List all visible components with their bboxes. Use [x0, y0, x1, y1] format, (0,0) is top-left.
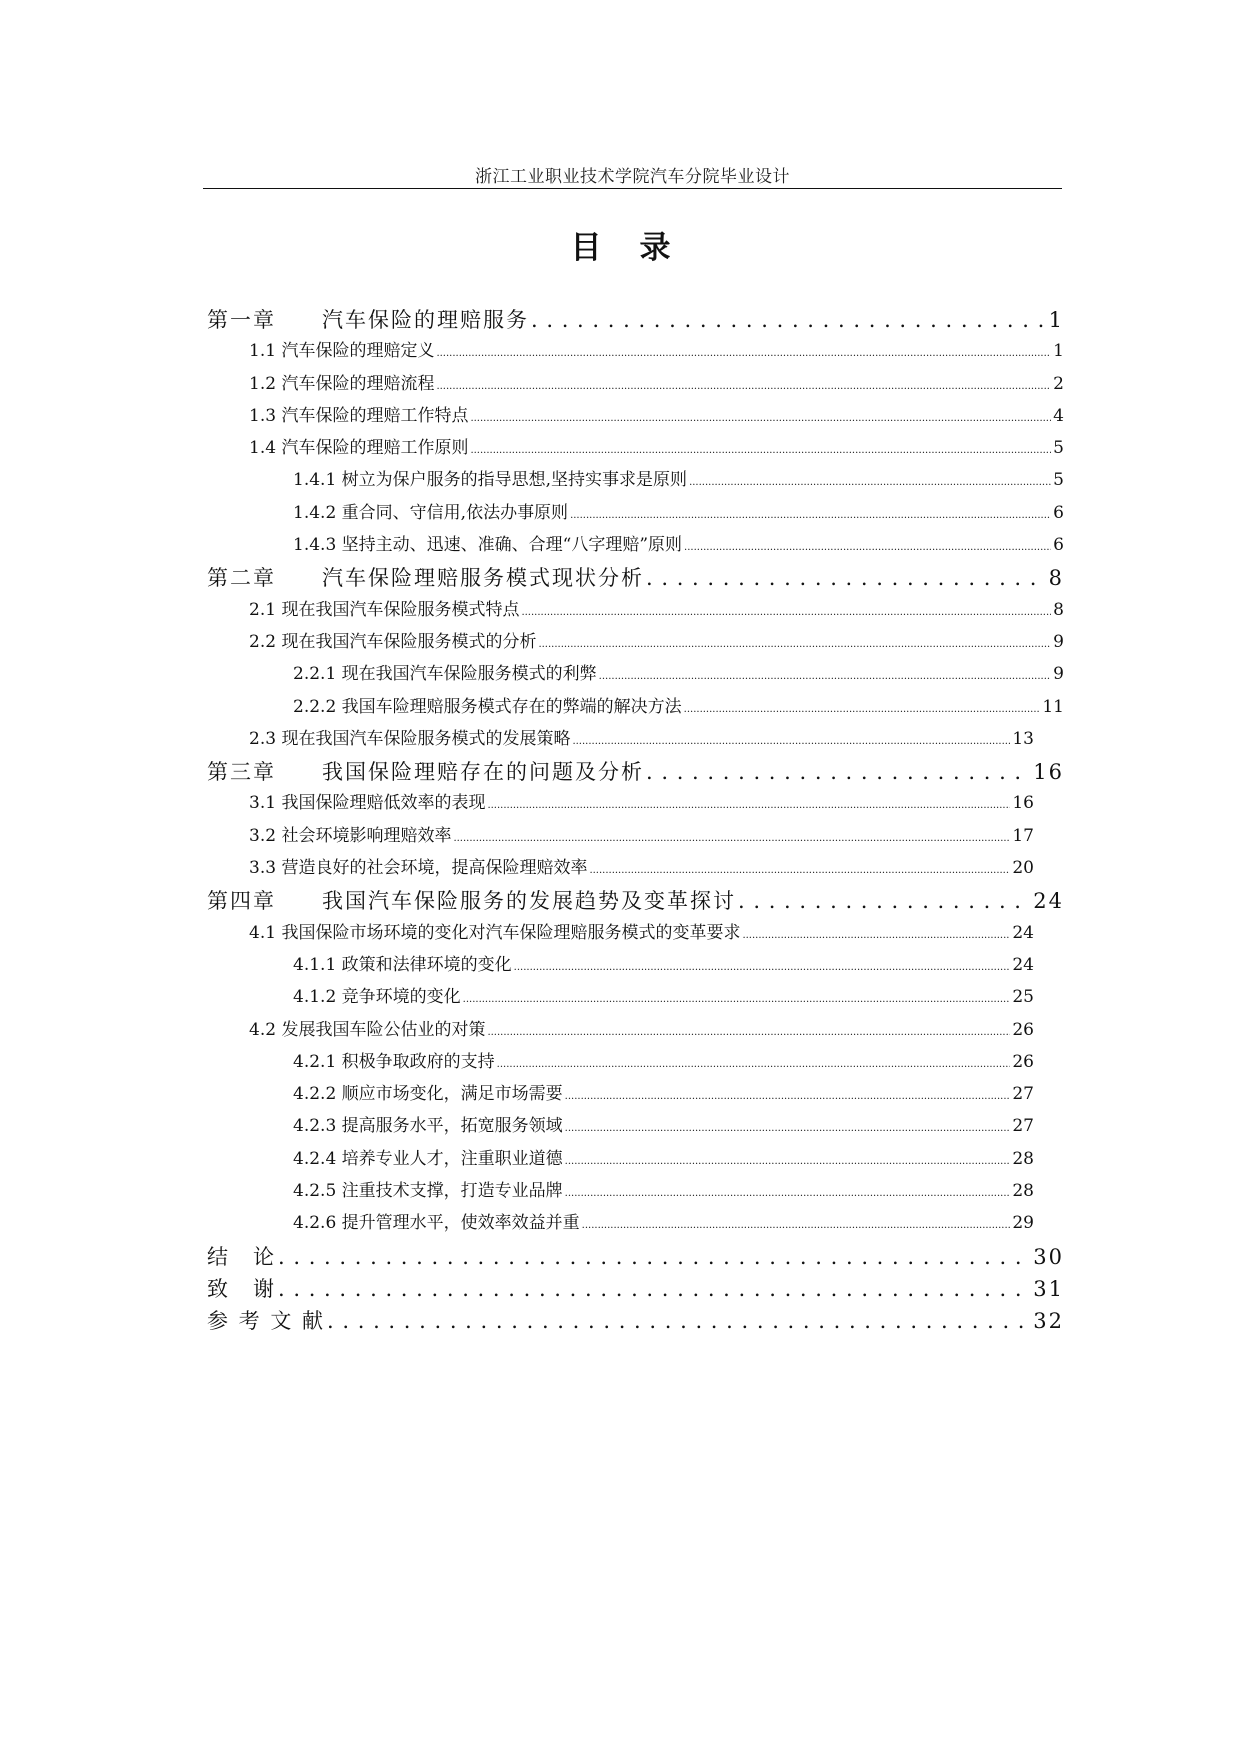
- toc-entry-label: 4.2.2 顺应市场变化，满足市场需要: [293, 1084, 563, 1105]
- toc-page-number: 28: [1012, 1148, 1034, 1169]
- toc-entry-label: 第二章 汽车保险理赔服务模式现状分析: [207, 566, 644, 591]
- toc-entry-label: 1.4.3 坚持主动、迅速、准确、合理“八字理赔”原则: [293, 535, 683, 556]
- toc-entry-label: 4.2.3 提高服务水平，拓宽服务领域: [293, 1116, 563, 1137]
- toc-page-number: 30: [1033, 1244, 1064, 1269]
- toc-subsection-entry[interactable]: [207, 1111, 1064, 1143]
- toc-entry-label: 4.1.1 政策和法律环境的变化: [293, 954, 512, 975]
- toc-subsection-entry[interactable]: [207, 659, 1064, 691]
- toc-subsection-entry[interactable]: [207, 1144, 1064, 1176]
- toc-subsection-entry[interactable]: [207, 465, 1064, 497]
- toc-dot-leader: [487, 800, 1010, 811]
- toc-entry-label: 3.1 我国保险理赔低效率的表现: [249, 793, 486, 814]
- toc-page-number: 31: [1033, 1276, 1064, 1301]
- toc-dot-leader: [738, 889, 1031, 913]
- toc-entry-label: 1.3 汽车保险的理赔工作特点: [249, 405, 469, 426]
- toc-subsection-entry[interactable]: [207, 982, 1064, 1014]
- toc-subsection-entry[interactable]: [207, 950, 1064, 982]
- toc-subsection-entry[interactable]: [207, 1208, 1064, 1240]
- toc-entry-label: 4.1 我国保险市场环境的变化对汽车保险理赔服务模式的变革要求: [249, 922, 741, 943]
- toc-section-entry[interactable]: [207, 627, 1064, 659]
- toc-page-number: 5: [1053, 438, 1064, 459]
- toc-page-number: 9: [1053, 664, 1064, 685]
- toc-dot-leader: [565, 1123, 1011, 1134]
- toc-dot-leader: [436, 381, 1051, 392]
- toc-page-number: 16: [1012, 793, 1034, 814]
- toc-chapter-entry[interactable]: [207, 756, 1064, 788]
- toc-chapter-entry[interactable]: [207, 885, 1064, 917]
- toc-entry-label: 2.2.2 我国车险理赔服务模式存在的弊端的解决方法: [293, 696, 682, 717]
- toc-entry-label: 4.2 发展我国车险公估业的对策: [249, 1019, 486, 1040]
- toc-entry-label: 4.1.2 竞争环境的变化: [293, 987, 461, 1008]
- toc-chapter-entry[interactable]: [207, 304, 1064, 336]
- toc-entry-label: 参 考 文 献: [207, 1309, 326, 1334]
- toc-page-number: 16: [1033, 760, 1064, 785]
- toc-page-number: 8: [1053, 599, 1064, 620]
- toc-subsection-entry[interactable]: [207, 530, 1064, 562]
- toc-entry-label: 3.2 社会环境影响理赔效率: [249, 825, 452, 846]
- toc-page-number: 20: [1012, 858, 1034, 879]
- toc-page-number: 28: [1012, 1181, 1034, 1202]
- toc-entry-label: 1.4 汽车保险的理赔工作原则: [249, 438, 469, 459]
- toc-entry-label: 2.2.1 现在我国汽车保险服务模式的利弊: [293, 664, 597, 685]
- toc-section-entry[interactable]: [207, 918, 1064, 950]
- toc-section-entry[interactable]: [207, 1015, 1064, 1047]
- toc-dot-leader: [463, 994, 1011, 1005]
- toc-entry-label: 第四章 我国汽车保险服务的发展趋势及变革探讨: [207, 889, 736, 914]
- toc-entry-label: 1.2 汽车保险的理赔流程: [249, 373, 435, 394]
- toc-dot-leader: [453, 833, 1010, 844]
- toc-page-number: 5: [1053, 470, 1064, 491]
- toc-dot-leader: [684, 542, 1051, 553]
- toc-dot-leader: [487, 1027, 1010, 1038]
- toc-page-number: 13: [1012, 728, 1034, 749]
- running-header-title: 浙江工业职业技术学院汽车分院毕业设计: [475, 167, 790, 187]
- toc-entry-label: 结 论: [207, 1244, 276, 1269]
- toc-page-number: 24: [1012, 922, 1034, 943]
- toc-subsection-entry[interactable]: [207, 1079, 1064, 1111]
- toc-page-number: 32: [1033, 1309, 1064, 1334]
- toc-section-entry[interactable]: [207, 724, 1064, 756]
- toc-page-number: 27: [1012, 1116, 1034, 1137]
- toc-dot-leader: [514, 962, 1011, 973]
- toc-page-number: 2: [1053, 373, 1064, 394]
- toc-entry-label: 2.2 现在我国汽车保险服务模式的分析: [249, 631, 537, 652]
- toc-page-number: 29: [1012, 1213, 1034, 1234]
- toc-dot-leader: [565, 1188, 1011, 1199]
- toc-entry-label: 3.3 营造良好的社会环境，提高保险理赔效率: [249, 858, 588, 879]
- toc-dot-leader: [538, 639, 1051, 650]
- toc-dot-leader: [570, 510, 1051, 521]
- toc-chapter-entry[interactable]: [207, 562, 1064, 594]
- toc-section-entry[interactable]: [207, 401, 1064, 433]
- toc-page-number: 8: [1048, 566, 1064, 591]
- toc-page-number: 26: [1012, 1019, 1034, 1040]
- toc-dot-leader: [327, 1309, 1031, 1333]
- toc-section-entry[interactable]: [207, 821, 1064, 853]
- toc-page-number: 1: [1053, 341, 1064, 362]
- toc-section-entry[interactable]: [207, 595, 1064, 627]
- toc-entry-label: 2.1 现在我国汽车保险服务模式特点: [249, 599, 520, 620]
- toc-dot-leader: [470, 413, 1051, 424]
- toc-chapter-entry[interactable]: [207, 1241, 1064, 1273]
- toc-page-number: 6: [1053, 502, 1064, 523]
- toc-section-entry[interactable]: [207, 788, 1064, 820]
- toc-dot-leader: [572, 736, 1010, 747]
- toc-section-entry[interactable]: [207, 853, 1064, 885]
- toc-chapter-entry[interactable]: [207, 1273, 1064, 1305]
- toc-entry-label: 1.4.2 重合同、守信用,依法办事原则: [293, 502, 569, 523]
- toc-subsection-entry[interactable]: [207, 498, 1064, 530]
- toc-dot-leader: [565, 1156, 1011, 1167]
- toc-dot-leader: [497, 1059, 1011, 1070]
- toc-entry-label: 2.3 现在我国汽车保险服务模式的发展策略: [249, 728, 571, 749]
- toc-entry-label: 4.2.4 培养专业人才，注重职业道德: [293, 1148, 563, 1169]
- toc-subsection-entry[interactable]: [207, 1176, 1064, 1208]
- toc-dot-leader: [646, 760, 1031, 784]
- toc-page-number: 26: [1012, 1051, 1034, 1072]
- toc-chapter-entry[interactable]: [207, 1305, 1064, 1337]
- toc-page-number: 11: [1042, 696, 1064, 717]
- toc-entry-label: 4.2.1 积极争取政府的支持: [293, 1051, 495, 1072]
- toc-dot-leader: [278, 1245, 1031, 1269]
- toc-dot-leader: [436, 348, 1051, 359]
- toc-section-entry[interactable]: [207, 369, 1064, 401]
- toc-page-number: 25: [1012, 987, 1034, 1008]
- toc-entry-label: 4.2.5 注重技术支撑，打造专业品牌: [293, 1181, 563, 1202]
- toc-entry-label: 第一章 汽车保险的理赔服务: [207, 308, 529, 332]
- toc-dot-leader: [589, 865, 1010, 876]
- toc-subsection-entry[interactable]: [207, 692, 1064, 724]
- toc-page-number: 6: [1053, 535, 1064, 556]
- toc-page-number: 24: [1033, 889, 1064, 914]
- toc-page-number: 27: [1012, 1084, 1034, 1105]
- toc-page-number: 9: [1053, 631, 1064, 652]
- toc-page-number: 1: [1048, 308, 1064, 332]
- toc-dot-leader: [646, 566, 1047, 590]
- toc-subsection-entry[interactable]: [207, 1047, 1064, 1079]
- toc-section-entry[interactable]: [207, 433, 1064, 465]
- toc-section-entry[interactable]: [207, 336, 1064, 368]
- toc-entry-label: 致 谢: [207, 1276, 276, 1301]
- toc-dot-leader: [599, 671, 1052, 682]
- toc-dot-leader: [531, 308, 1047, 332]
- toc-entry-label: 第三章 我国保险理赔存在的问题及分析: [207, 760, 644, 785]
- toc-page-number: 17: [1012, 825, 1034, 846]
- toc-page-number: 24: [1012, 954, 1034, 975]
- toc-entry-label: 1.1 汽车保险的理赔定义: [249, 341, 435, 362]
- toc-dot-leader: [582, 1220, 1011, 1231]
- toc-entry-label: 4.2.6 提升管理水平，使效率效益并重: [293, 1213, 580, 1234]
- toc-dot-leader: [470, 445, 1051, 456]
- toc-dot-leader: [742, 930, 1010, 941]
- toc-dot-leader: [278, 1277, 1031, 1301]
- toc-title: 目录: [570, 230, 709, 266]
- toc-dot-leader: [521, 607, 1051, 618]
- toc-page-number: 4: [1053, 405, 1064, 426]
- header-rule: [203, 188, 1062, 189]
- toc-dot-leader: [565, 1091, 1011, 1102]
- toc-entry-label: 1.4.1 树立为保户服务的指导思想,坚持实事求是原则: [293, 470, 688, 491]
- toc-dot-leader: [689, 477, 1051, 488]
- table-of-contents: [207, 304, 1064, 1338]
- toc-dot-leader: [684, 704, 1041, 715]
